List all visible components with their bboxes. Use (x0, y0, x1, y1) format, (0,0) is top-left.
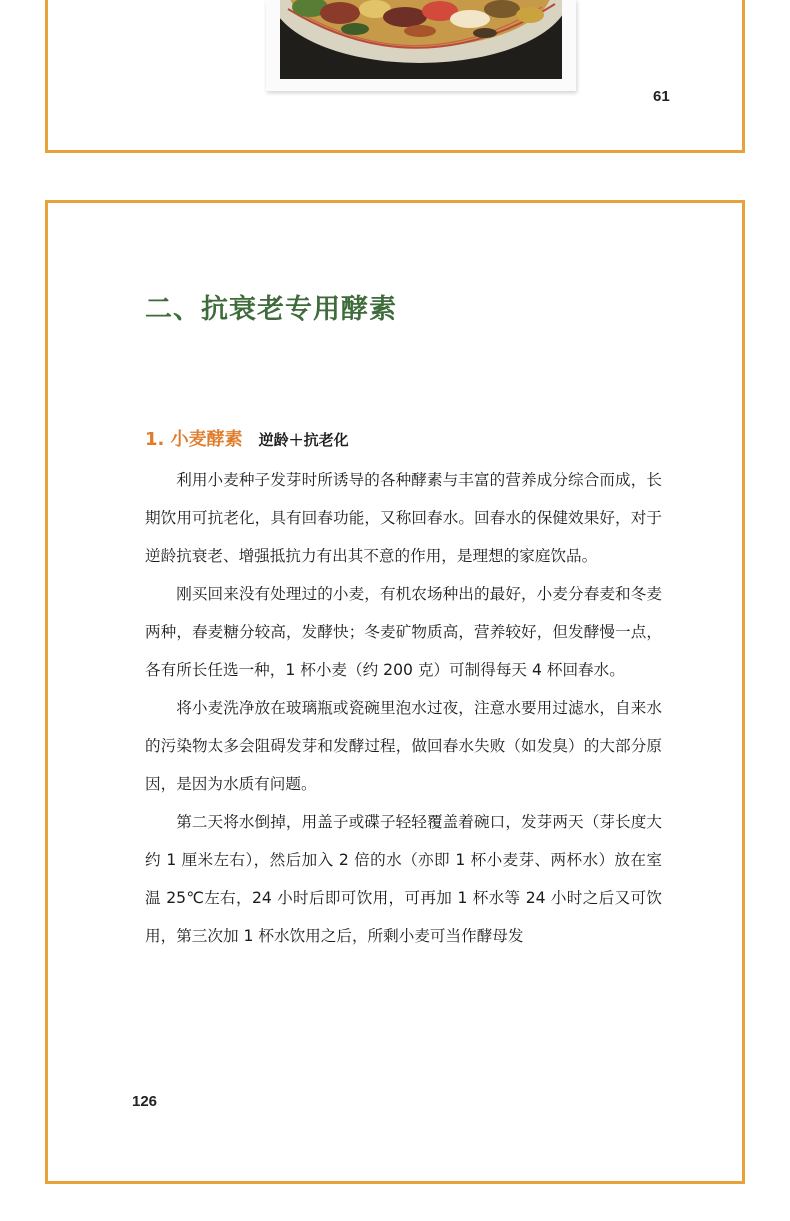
body-text (145, 461, 662, 955)
book-page-top (45, 0, 745, 153)
paragraph: 第二天将水倒掉，用盖子或碟子轻轻覆盖着碗口，发芽两天（芽长度大约 1 厘米左右），然后加入 2 倍的水（亦即 1 杯小麦芽、两杯水）放在室温 25℃左右，24 小时后即可饮用，可再加 1 杯水等 24 小时之后又可饮用，第三次加 1 杯水饮用之后，所剩小麦可当作酵母发 (145, 813, 662, 945)
page-number: 126 (132, 1093, 158, 1110)
paragraph: 将小麦洗净放在玻璃瓶或瓷碗里泡水过夜，注意水要用过滤水，自来水的污染物太多会阻碍发芽和发酵过程，做回春水失败（如发臭）的大部分原因，是因为水质有问题。 (145, 699, 662, 793)
paragraph: 刚买回来没有处理过的小麦，有机农场种出的最好，小麦分春麦和冬麦两种，春麦糖分较高，发酵快；冬麦矿物质高，营养较好，但发酵慢一点，各有所长任选一种，1 杯小麦（约 200 克）可制得每天 4 杯回春水。 (145, 585, 662, 679)
photo-card (266, 0, 576, 91)
food-dish-photo (280, 0, 562, 79)
book-page-bottom (45, 200, 745, 1184)
section-subtitle: 逆龄＋抗老化 (258, 431, 349, 449)
chapter-title: 二、抗衰老专用酵素 (145, 294, 397, 325)
section-heading (145, 425, 349, 451)
paragraph: 利用小麦种子发芽时所诱导的各种酵素与丰富的营养成分综合而成，长期饮用可抗老化，具有回春功能，又称回春水。回春水的保健效果好，对于逆龄抗衰老、增强抵抗力有出其不意的作用，是理想的家庭饮品。 (145, 471, 662, 565)
food-dish-image (280, 0, 562, 79)
section-title: 1. 小麦酵素 (145, 429, 243, 450)
page-number: 61 (653, 88, 670, 105)
